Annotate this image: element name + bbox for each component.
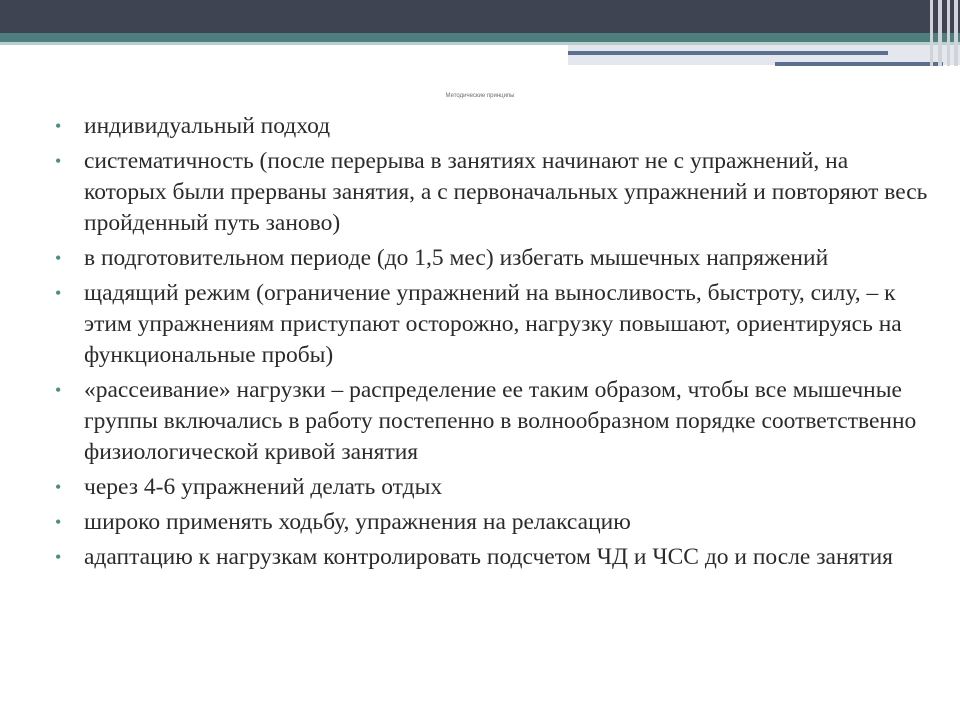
decorative-vertical-bar [954,0,958,66]
header-accent-line [568,51,888,55]
bullet-item [55,278,935,371]
bullet-item [55,507,935,538]
bullet-text: в подготовительном периоде (до 1,5 мес) избегать мышечных напряжений [84,245,829,271]
decorative-vertical-bar [930,0,933,66]
bullet-text: индивидуальный подход [84,113,331,139]
bullet-text: систематичность (после перерыва в занятиях начинают не с упражнений, на которых были прерваны занятия, а с первоначальных упражнений и повторяют весь пройденный путь заново) [84,148,928,236]
bullet-item [55,146,935,239]
bullet-icon: • [55,547,62,567]
bullet-item [55,243,935,274]
bullet-icon: • [55,248,62,268]
bullet-item [55,472,935,503]
bullet-icon: • [55,283,62,303]
header-dark-band [0,0,960,33]
bullet-list [55,111,935,577]
slide-title: Методические принципы [445,93,515,99]
bullet-icon: • [55,151,62,171]
header-accent-line [775,62,943,66]
bullet-icon: • [55,477,62,497]
bullet-text: щадящий режим (ограничение упражнений на выносливость, быстроту, силу, – к этим упражнениям приступают осторожно, нагрузку повышают, ориентируясь на функциональные пробы) [84,280,902,368]
decorative-vertical-bar [938,0,942,66]
bullet-text: адаптацию к нагрузкам контролировать подсчетом ЧД и ЧСС до и после занятия [84,544,893,570]
bullet-icon: • [55,512,62,532]
bullet-text: через 4-6 упражнений делать отдых [84,474,443,500]
bullet-item [55,111,935,142]
bullet-item [55,542,935,573]
bullet-icon: • [55,116,62,136]
header-teal-band [0,33,960,42]
bullet-text: «рассеивание» нагрузки – распределение ее таким образом, чтобы все мышечные группы включались в работу постепенно в волнообразном порядке соответственно физиологической кривой занятия [84,377,917,465]
bullet-item [55,375,935,468]
decorative-vertical-bar [947,0,950,66]
bullet-text: широко применять ходьбу, упражнения на релаксацию [84,509,631,535]
bullet-icon: • [55,380,62,400]
